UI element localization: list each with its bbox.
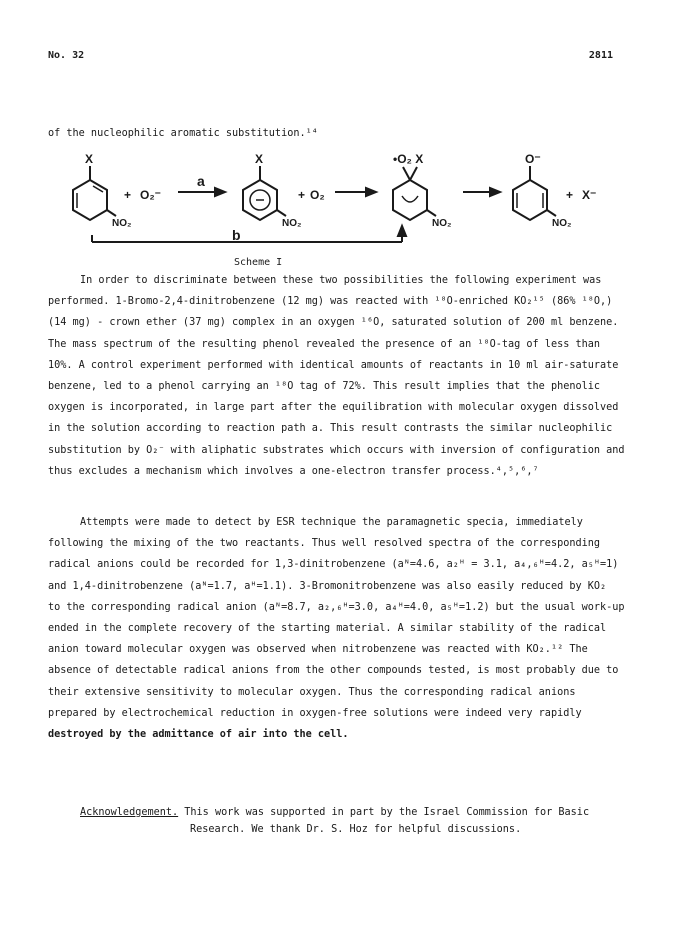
scheme-label-no2-2: NO₂	[282, 218, 302, 229]
text-line: 10%. A control experiment performed with identical amounts of reactants in 10 ml air-saturate	[48, 359, 619, 371]
text-line: absence of detectable radical anions from the other compounds tested, is most probably due to	[48, 665, 619, 677]
text-line: to the corresponding radical anion (aᴺ=8.7, a₂,₆ᴴ=3.0, a₄ᴴ=4.0, a₅ᴴ=1.2) but the usual work-up	[48, 601, 625, 613]
intro-line: of the nucleophilic aromatic substitution.¹⁴	[48, 128, 318, 139]
scheme-label-path-a: a	[197, 173, 205, 189]
scheme-caption: Scheme I	[234, 257, 283, 268]
text-line: destroyed by the admittance of air into the cell.	[48, 729, 349, 741]
text-line: Attempts were made to detect by ESR technique the paramagnetic specia, immediately	[80, 517, 583, 528]
acknowledgement-text: This work was supported in part by the Israel Commission for Basic	[178, 807, 590, 818]
phenoxide-ring	[513, 166, 556, 220]
text-line: (14 mg) - crown ether (37 mg) complex in an oxygen ¹⁶O, saturated solution of 200 ml benzene.	[48, 317, 619, 329]
path-b-arrow	[92, 226, 406, 242]
text-line: thus excludes a mechanism which involves a one-electron transfer process.⁴,⁵,⁶,⁷	[48, 465, 539, 477]
text-line: ended in the complete recovery of the starting material. A similar stability of the radical	[48, 623, 607, 635]
scheme-label-o2: O₂	[310, 188, 325, 202]
scheme-label-superoxide: O₂⁻	[140, 188, 161, 202]
text-line: and 1,4-dinitrobenzene (aᴺ=1.7, aᴴ=1.1). 3-Bromonitrobenzene was also easily reduced by KO₂	[48, 580, 607, 592]
text-line: substitution by O₂⁻ with aliphatic substrates which occurs with inversion of configuration and	[48, 444, 625, 456]
scheme-label-plus-o2: +	[298, 188, 306, 202]
scheme-label-phenoxide: O⁻	[525, 152, 541, 166]
meisenheimer-ring	[243, 166, 286, 220]
scheme-label-plus-2: +	[566, 188, 574, 202]
acknowledgement	[80, 804, 640, 838]
text-line: oxygen is incorporated, in large part after the equilibration with molecular oxygen dissolved	[48, 402, 619, 414]
scheme-label-x1: X	[85, 152, 94, 166]
scheme-label-x3: •O₂ X	[393, 152, 424, 166]
scheme-label-path-b: b	[232, 227, 241, 243]
haloarene-ring	[73, 166, 116, 220]
text-line: benzene, led to a phenol carrying an ¹⁸O tag of 72%. This result implies that the phenolic	[48, 381, 601, 393]
paragraph-2	[48, 512, 648, 745]
text-line: In order to discriminate between these two possibilities the following experiment was	[80, 275, 602, 286]
scheme-label-x2: X	[255, 152, 264, 166]
text-line: performed. 1-Bromo-2,4-dinitrobenzene (12 mg) was reacted with ¹⁸O-enriched KO₂¹⁵ (86% ¹⁸O,)	[48, 296, 613, 308]
text-line: prepared by electrochemical reduction in oxygen-free solutions were indeed very rapidly	[48, 707, 582, 719]
paragraph-1	[48, 270, 648, 482]
scheme-label-no2-1: NO₂	[112, 218, 132, 229]
acknowledgement-text-2: Research. We thank Dr. S. Hoz for helpful discussions.	[190, 824, 522, 835]
text-line: The mass spectrum of the resulting phenol revealed the presence of an ¹⁸O-tag of less than	[48, 338, 601, 350]
peroxy-adduct-ring	[393, 167, 436, 220]
acknowledgement-label: Acknowledgement.	[80, 807, 179, 818]
journal-issue: No. 32	[48, 50, 85, 61]
scheme-label-no2-3: NO₂	[432, 218, 452, 229]
reaction-scheme	[60, 150, 620, 260]
scheme-label-halide: X⁻	[582, 188, 597, 202]
scheme-label-plus-1: +	[124, 188, 132, 202]
text-line: in the solution according to reaction path a. This result contrasts the similar nucleophilic	[48, 423, 613, 435]
page-number: 2811	[588, 50, 613, 61]
text-line: their extensive sensitivity to molecular oxygen. Thus the corresponding radical anions	[48, 686, 576, 698]
scheme-label-no2-4: NO₂	[552, 218, 572, 229]
text-line: radical anions could be recorded for 1,3-dinitrobenzene (aᴺ=4.6, a₂ᴴ = 3.1, a₄,₆ᴴ=4.2, a₅ᴴ=1)	[48, 559, 619, 571]
text-line: anion toward molecular oxygen was observed when nitrobenzene was reacted with KO₂.¹² The	[48, 644, 588, 656]
text-line: following the mixing of the two reactants. Thus well resolved spectra of the corresponding	[48, 538, 601, 550]
